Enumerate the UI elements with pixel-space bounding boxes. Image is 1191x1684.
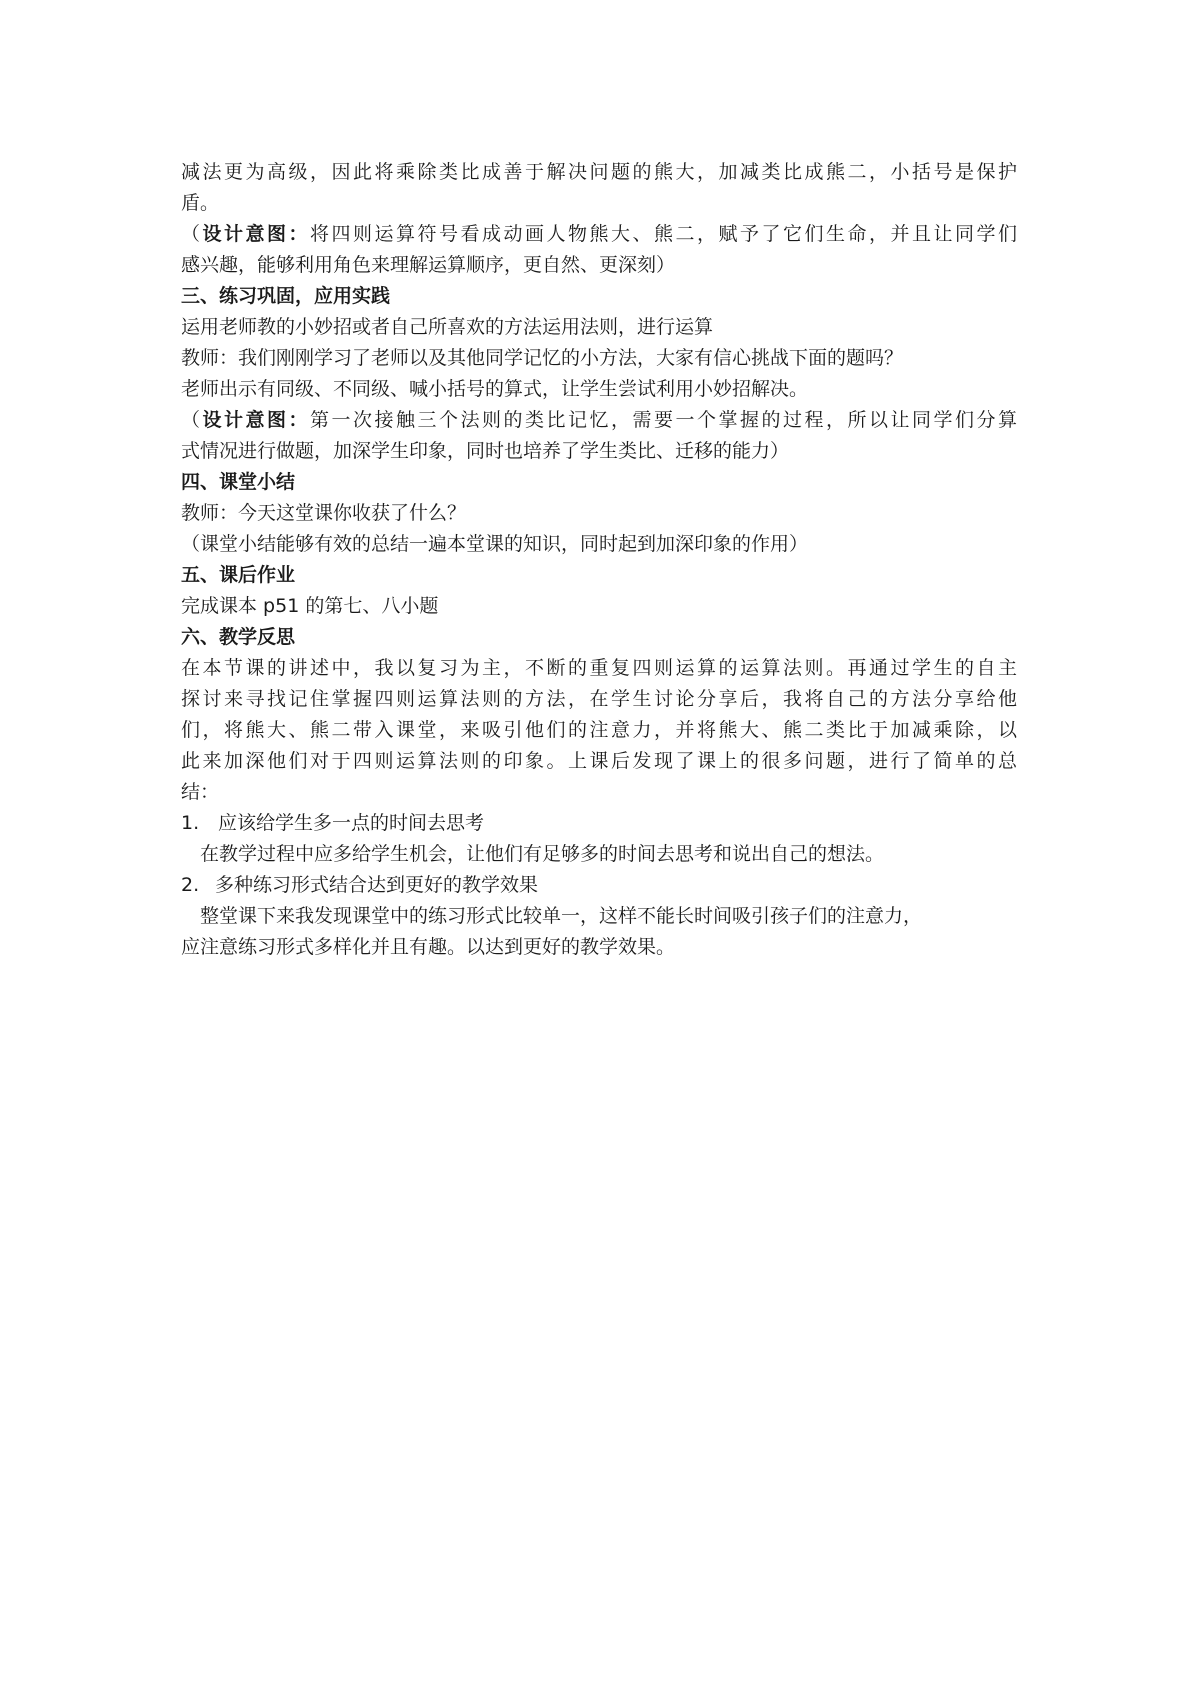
list-title-text: 应该给学生多一点的时间去思考 [218,812,485,834]
section-heading: 五、课后作业 [181,564,296,586]
paragraph-line: 探讨来寻找记住掌握四则运算法则的方法，在学生讨论分享后，我将自己的方法分享给他 [181,688,1017,710]
section-heading: 四、课堂小结 [181,471,296,493]
paren-open: （ [181,223,203,245]
list-number: 1. [181,812,200,834]
paragraph-line: 老师出示有同级、不同级、喊小括号的算式，让学生尝试利用小妙招解决。 [181,378,809,400]
design-intent-line [181,405,1017,436]
design-intent-line: 式情况进行做题，加深学生印象，同时也培养了学生类比、迁移的能力） [181,440,790,462]
paragraph-line: 减法更为高级，因此将乘除类比成善于解决问题的熊大，加减类比成熊二，小括号是保护 [181,161,1017,183]
design-intent-text: 第一次接触三个法则的类比记忆，需要一个掌握的过程，所以让同学们分算 [310,409,1017,431]
paragraph-line: 在本节课的讲述中，我以复习为主，不断的重复四则运算的运算法则。再通过学生的自主 [181,657,1017,679]
list-item-title [181,808,1017,839]
paragraph-line: 盾。 [181,192,220,214]
paragraph-line: 们，将熊大、熊二带入课堂，来吸引他们的注意力，并将熊大、熊二类比于加减乘除，以 [181,719,1017,741]
paragraph-line: 此来加深他们对于四则运算法则的印象。上课后发现了课上的很多问题，进行了简单的总 [181,750,1017,772]
document-body [181,157,1017,963]
paren-open: （ [181,409,203,431]
design-intent-line [181,219,1017,250]
list-title-text: 多种练习形式结合达到更好的教学效果 [215,874,539,896]
paragraph-line: （课堂小结能够有效的总结一遍本堂课的知识，同时起到加深印象的作用） [181,533,809,555]
design-intent-label: 设计意图： [202,409,310,431]
section-heading: 六、教学反思 [181,626,296,648]
paragraph-line: 完成课本 p51 的第七、八小题 [181,595,439,617]
paragraph-line: 运用老师教的小妙招或者自己所喜欢的方法运用法则，进行运算 [181,316,714,338]
list-item-body: 整堂课下来我发现课堂中的练习形式比较单一，这样不能长时间吸引孩子们的注意力， [200,905,923,927]
list-item-title [181,870,1017,901]
list-number: 2. [181,874,200,896]
paragraph-line: 教师：今天这堂课你收获了什么？ [181,502,467,524]
list-item-body: 应注意练习形式多样化并且有趣。以达到更好的教学效果。 [181,936,676,958]
paragraph-line: 教师：我们刚刚学习了老师以及其他同学记忆的小方法，大家有信心挑战下面的题吗？ [181,347,904,369]
list-item-body: 在教学过程中应多给学生机会，让他们有足够多的时间去思考和说出自己的想法。 [200,843,885,865]
section-heading: 三、练习巩固，应用实践 [181,285,391,307]
paragraph-line: 结： [181,781,220,803]
design-intent-label: 设计意图： [202,223,310,245]
design-intent-line: 感兴趣，能够利用角色来理解运算顺序，更自然、更深刻） [181,254,676,276]
design-intent-text: 将四则运算符号看成动画人物熊大、熊二，赋予了它们生命，并且让同学们 [310,223,1017,245]
